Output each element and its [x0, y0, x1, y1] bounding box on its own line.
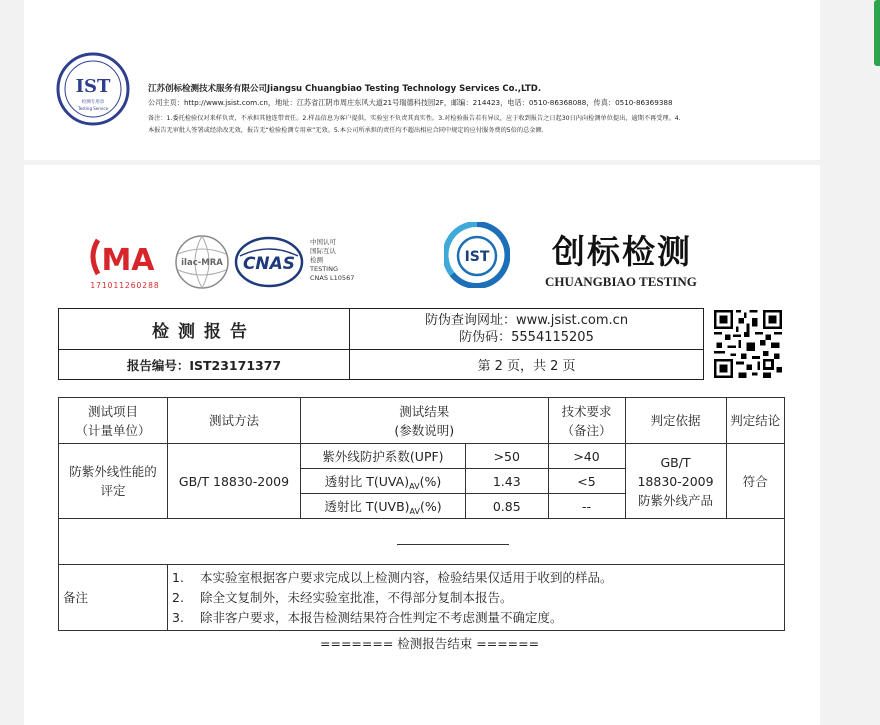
note-number: 3.: [172, 610, 184, 625]
report-header-page: [24, 0, 820, 160]
cma-logo: [84, 232, 166, 292]
result-value: 1.43: [466, 469, 549, 494]
results-table: [58, 397, 785, 631]
report-info-table: [58, 308, 704, 380]
seal-logo-sub: 检测专用章: [81, 100, 105, 105]
note-text: 除非客户要求，本报告检测结果符合性判定不考虑测量不确定度。: [200, 610, 563, 625]
side-tab-indicator[interactable]: [874, 0, 880, 66]
qr-code[interactable]: [714, 310, 782, 378]
header-item-label: 测试项目: [87, 403, 138, 419]
cnas-accreditation-text: [310, 238, 354, 283]
header-result-sub: (参数说明): [394, 422, 455, 438]
report-title: 检测报告: [59, 309, 350, 350]
cnas-line: 国际互认: [310, 247, 336, 255]
param-text: 透射比 T(UVA): [324, 473, 410, 489]
cnas-line: CNAS L10567: [310, 274, 355, 282]
basis-line: 18830-2009: [637, 473, 714, 489]
result-req: <5: [548, 469, 625, 494]
anti-fake-cell: [350, 309, 704, 350]
note-text: 本实验室根据客户要求完成以上检测内容，检验结果仅适用于收到的样品。: [200, 570, 613, 585]
test-item-line: 评定: [100, 483, 126, 498]
cnas-line: TESTING: [310, 265, 338, 273]
test-item-name: [59, 444, 168, 519]
result-value: >50: [466, 444, 549, 469]
ilac-mra-logo: [174, 234, 230, 290]
basis-line: 防紫外线产品: [638, 492, 714, 508]
note-item: [168, 588, 784, 608]
note-text: 除全文复制外，未经实验室批准，不得部分复制本报告。: [200, 590, 513, 605]
header-basis: 判定依据: [625, 398, 726, 444]
separator-line: [397, 544, 509, 545]
notes-content: [168, 565, 785, 631]
header-conclusion: 判定结论: [726, 398, 784, 444]
header-test-result: [301, 398, 549, 444]
header-result-label: 测试结果: [399, 403, 450, 419]
header-note-2: 本报告无审批人签署或经涂改无效，报告无“检验检测专用章”无效。5.本公司所承担的责任均不超出相应合同中规定的应付服务费的5倍的总金额.: [148, 127, 544, 134]
note-number: 1.: [172, 570, 184, 585]
note-number: 2.: [172, 590, 184, 605]
result-param: [301, 494, 466, 519]
cnas-line: 中国认可: [310, 238, 336, 246]
company-address: 公司主页：http://www.jsist.com.cn，地址：江苏省江阴市周庄东风大道21号瑞德科技园2F，邮编：214423，电话：0510-86368088，传真：0510-86369388: [148, 98, 673, 107]
table-header-row: [59, 398, 785, 444]
result-req: --: [548, 494, 625, 519]
note-item: [168, 568, 784, 588]
header-test-method: 测试方法: [168, 398, 301, 444]
blank-row: [59, 519, 785, 565]
result-param: 紫外线防护系数(UPF): [301, 444, 466, 469]
header-req-sub: （备注）: [561, 422, 612, 438]
conclusion-value: 符合: [726, 444, 784, 519]
basis-line: GB/T: [660, 454, 691, 470]
report-number: 报告编号：IST23171377: [59, 350, 350, 380]
cma-logo-text: MA: [101, 243, 155, 278]
chuangbiao-logo: [444, 222, 510, 288]
notes-row: [59, 565, 785, 631]
param-text: 透射比 T(UVB): [324, 498, 410, 514]
header-item-unit: （计量单位）: [75, 422, 151, 438]
note-item: [168, 608, 784, 628]
cnas-logo-text: CNAS: [242, 254, 296, 274]
param-unit: (%): [419, 498, 442, 514]
anti-fake-query: 防伪查询网址：www.jsist.com.cn: [424, 313, 629, 328]
result-value: 0.85: [466, 494, 549, 519]
param-subscript: AV: [409, 506, 420, 516]
header-test-item: [59, 398, 168, 444]
result-req: >40: [548, 444, 625, 469]
table-row: [59, 444, 785, 469]
report-end-marker: ======= 检测报告结束 ======: [320, 636, 540, 651]
page-info: 第 2 页，共 2 页: [350, 350, 704, 380]
seal-logo-sub2: Testing Service: [77, 106, 109, 111]
brand-subtitle: CHUANGBIAO TESTING: [545, 274, 697, 289]
notes-label: 备注: [59, 565, 168, 631]
seal-logo-text: IST: [75, 76, 111, 97]
chuangbiao-logo-text: IST: [464, 249, 490, 265]
param-subscript: AV: [409, 481, 420, 491]
company-name: 江苏创标检测技术服务有限公司Jiangsu Chuangbiao Testing Technology Services Co.,LTD.: [148, 84, 542, 94]
brand-title: 创标检测: [552, 232, 692, 271]
basis-value: [625, 444, 726, 519]
anti-fake-code: 防伪码：5554115205: [459, 330, 594, 345]
ist-seal-logo: [56, 52, 130, 126]
cnas-logo: [234, 236, 304, 288]
cma-number: 171011260288: [90, 281, 160, 290]
param-unit: (%): [419, 473, 442, 489]
blank-cell: [59, 519, 785, 565]
header-req-label: 技术要求: [561, 403, 612, 419]
test-method-value: GB/T 18830-2009: [168, 444, 301, 519]
test-item-line: 防紫外线性能的: [69, 464, 157, 479]
ilac-text: ilac-MRA: [181, 258, 223, 268]
header-tech-req: [548, 398, 625, 444]
header-note-1: 备注：1.委托检验仅对来样负责，不承担其他连带责任。2.样品信息为客户提供，实验室不负责其真实性。3.对检验报告若有异议，应于收到报告之日起30日内向检测单位提出，逾期不再受理。4.: [148, 115, 681, 122]
result-param: [301, 469, 466, 494]
cnas-line: 检测: [310, 256, 323, 264]
